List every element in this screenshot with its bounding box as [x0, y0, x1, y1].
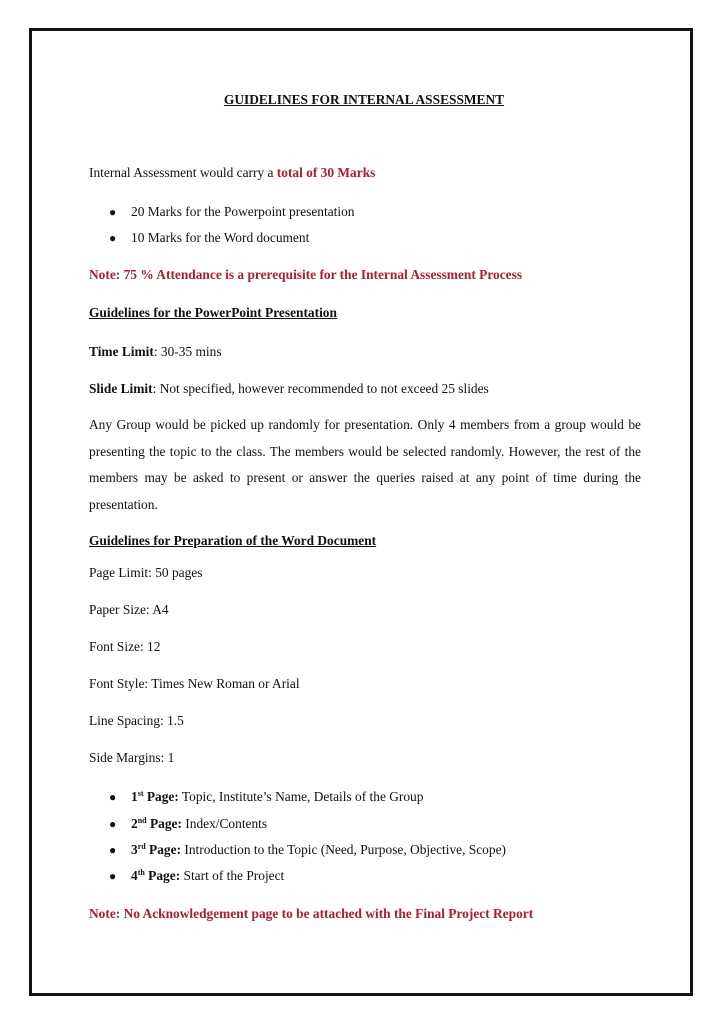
time-limit-value: : 30-35 mins	[153, 344, 222, 359]
time-limit-label: Time Limit	[89, 344, 154, 359]
attendance-note: Note: 75 % Attendance is a prerequisite for the Internal Assessment Process	[89, 267, 523, 282]
spec-paper-size: Paper Size: A4	[89, 602, 169, 617]
ppt-paragraph: Any Group would be picked up randomly for presentation. Only 4 members from a group would be presenting the topic to the class. The members would be selected randomly. However, the rest of the members may be asked to present or answer the queries raised at any point of time during the presentation.	[89, 417, 641, 512]
page-item: 3rd Page: Introduction to the Topic (Need, Purpose, Objective, Scope)	[131, 842, 506, 857]
bullet-icon: ●	[109, 231, 117, 245]
intro-line	[89, 164, 641, 182]
slide-limit-label: Slide Limit	[89, 381, 153, 396]
bullet-icon: ●	[109, 790, 117, 804]
bullet-icon: ●	[109, 205, 117, 219]
page-item: 1st Page: Topic, Institute’s Name, Details of the Group	[131, 789, 424, 804]
page-title: GUIDELINES FOR INTERNAL ASSESSMENT	[223, 92, 505, 107]
spec-page-limit: Page Limit: 50 pages	[89, 565, 203, 580]
page-item: 4th Page: Start of the Project	[131, 868, 285, 883]
intro-text: Internal Assessment would carry a	[89, 165, 277, 180]
time-limit	[89, 343, 641, 361]
bullet-icon: ●	[109, 817, 117, 831]
spec-line-spacing: Line Spacing: 1.5	[89, 713, 184, 728]
spec-font-size: Font Size: 12	[89, 639, 161, 654]
list-item-text: 20 Marks for the Powerpoint presentation	[131, 204, 355, 219]
spec-side-margins: Side Margins: 1	[89, 750, 175, 765]
list-item-text: 10 Marks for the Word document	[131, 230, 310, 245]
bullet-icon: ●	[109, 843, 117, 857]
slide-limit	[89, 380, 641, 398]
page-item: 2nd Page: Index/Contents	[131, 816, 268, 831]
acknowledgement-note: Note: No Acknowledgement page to be attached with the Final Project Report	[89, 906, 534, 921]
spec-font-style: Font Style: Times New Roman or Arial	[89, 676, 300, 691]
intro-highlight: total of 30 Marks	[276, 165, 376, 180]
bullet-icon: ●	[109, 869, 117, 883]
slide-limit-value: : Not specified, however recommended to not exceed 25 slides	[152, 381, 489, 396]
ppt-heading: Guidelines for the PowerPoint Presentation	[89, 305, 337, 320]
word-heading: Guidelines for Preparation of the Word Document	[89, 533, 377, 548]
